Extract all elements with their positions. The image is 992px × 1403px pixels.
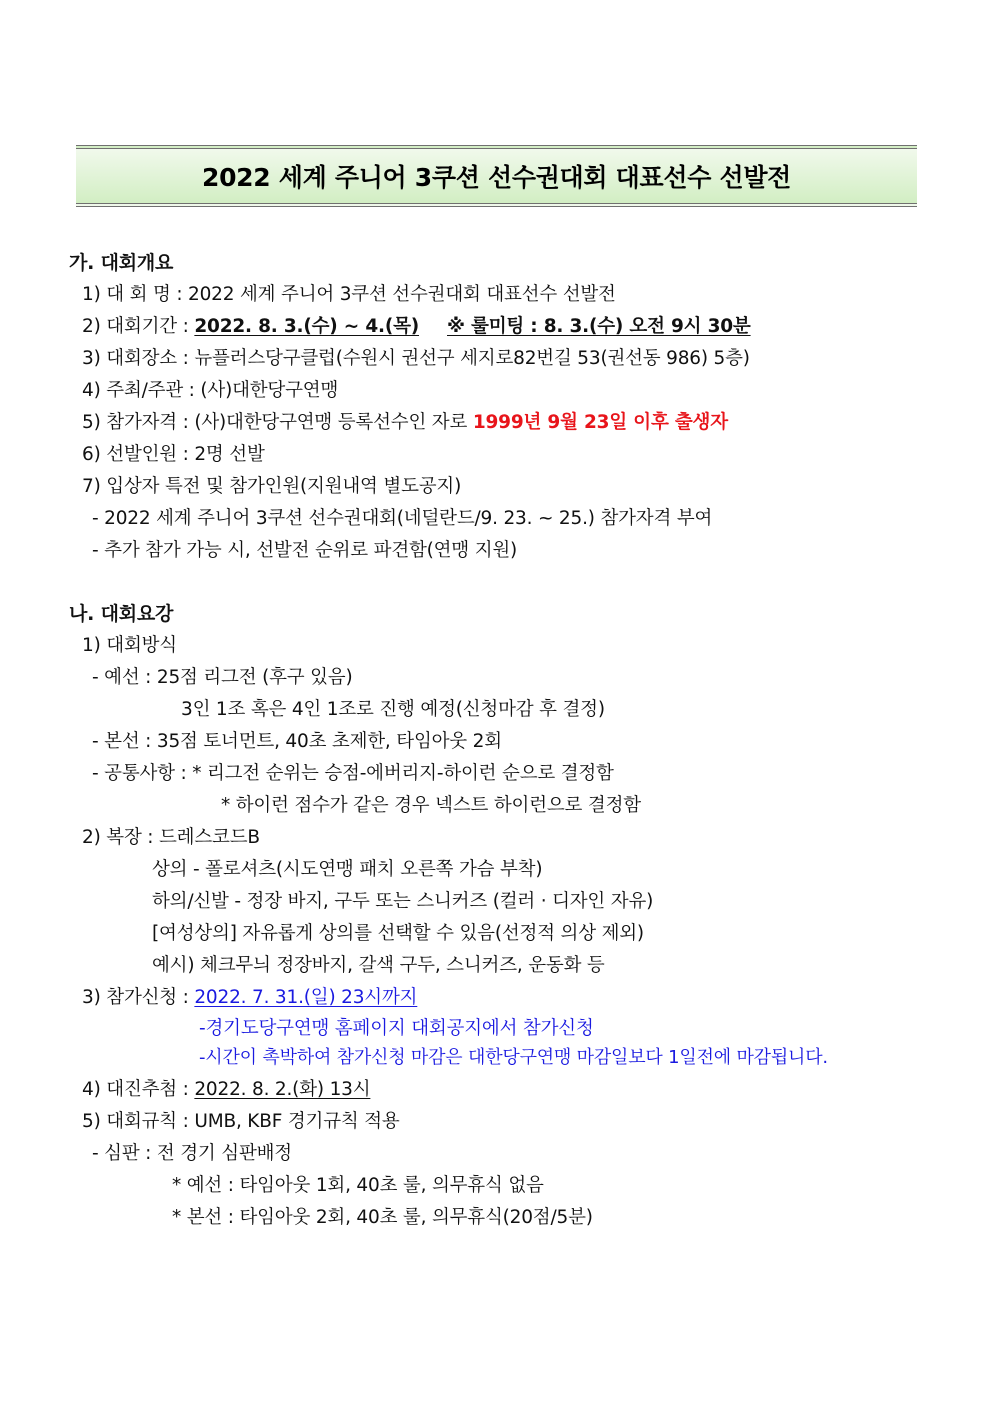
item-draw	[82, 1077, 370, 1103]
item-apply-note-1: -경기도당구연맹 홈페이지 대회공지에서 참가신청	[199, 1018, 594, 1039]
item-attire-example: 예시) 체크무늬 정장바지, 갈색 구두, 스니커즈, 운동화 등	[152, 955, 605, 976]
eligibility-label: 5) 참가자격 : (사)대한당구연맹 등록선수인 자로	[82, 412, 473, 433]
period-label: 2) 대회기간 :	[82, 316, 195, 337]
item-apply-note-2: -시간이 촉박하여 참가신청 마감은 대한당구연맹 마감일보다 1일전에 마감됩니다.	[199, 1047, 828, 1068]
item-main: - 본선 : 35점 토너먼트, 40초 초제한, 타임아웃 2회	[92, 731, 502, 752]
item-apply	[82, 985, 417, 1011]
item-referee-prelim: * 예선 : 타임아웃 1회, 40초 룰, 의무휴식 없음	[172, 1175, 544, 1196]
item-common: - 공통사항 : * 리그전 순위는 승점-에버리지-하이런 순으로 결정함	[92, 763, 614, 784]
apply-label: 3) 참가신청 :	[82, 987, 195, 1008]
item-venue: 3) 대회장소 : 뉴플러스당구클럽(수원시 권선구 세지로82번길 53(권선동 986) 5층)	[82, 348, 750, 369]
item-event-name: 1) 대 회 명 : 2022 세계 주니어 3쿠션 선수권대회 대표선수 선발전	[82, 284, 616, 305]
section-b-heading: 나. 대회요강	[69, 603, 174, 625]
document-title: 2022 세계 주니어 3쿠션 선수권대회 대표선수 선발전	[201, 163, 792, 192]
rule-meeting: ※ 룰미팅 : 8. 3.(수) 오전 9시 30분	[447, 316, 751, 337]
item-benefit-1: - 2022 세계 주니어 3쿠션 선수권대회(네덜란드/9. 23. ~ 25.) 참가자격 부여	[92, 508, 713, 529]
eligibility-highlight: 1999년 9월 23일 이후 출생자	[472, 412, 728, 433]
item-prelim: - 예선 : 25점 리그전 (후구 있음)	[92, 667, 353, 688]
item-referee: - 심판 : 전 경기 심판배정	[92, 1143, 292, 1164]
draw-value: 2022. 8. 2.(화) 13시	[194, 1079, 371, 1100]
item-prelim-detail: 3인 1조 혹은 4인 1조로 진행 예정(신청마감 후 결정)	[181, 699, 605, 720]
item-event-period	[82, 314, 751, 340]
apply-value: 2022. 7. 31.(일) 23시까지	[194, 987, 418, 1008]
section-a-heading: 가. 대회개요	[69, 252, 174, 274]
item-eligibility	[82, 410, 728, 436]
item-rules: 5) 대회규칙 : UMB, KBF 경기규칙 적용	[82, 1111, 400, 1132]
item-attire-women: [여성상의] 자유롭게 상의를 선택할 수 있음(선정적 의상 제외)	[152, 923, 644, 944]
item-benefit-2: - 추가 참가 가능 시, 선발전 순위로 파견함(연맹 지원)	[92, 540, 518, 561]
draw-label: 4) 대진추첨 :	[82, 1079, 195, 1100]
item-referee-main: * 본선 : 타임아웃 2회, 40초 룰, 의무휴식(20점/5분)	[172, 1207, 593, 1228]
title-banner	[76, 145, 917, 207]
item-attire-bottom: 하의/신발 - 정장 바지, 구두 또는 스니커즈 (컬러 · 디자인 자유)	[152, 891, 654, 912]
item-benefits: 7) 입상자 특전 및 참가인원(지원내역 별도공지)	[82, 476, 462, 497]
item-attire-top: 상의 - 폴로셔츠(시도연맹 패치 오른쪽 가슴 부착)	[152, 859, 543, 880]
item-method: 1) 대회방식	[82, 635, 177, 656]
item-common-2: * 하이런 점수가 같은 경우 넥스트 하이런으로 결정함	[221, 795, 641, 816]
item-selection: 6) 선발인원 : 2명 선발	[82, 444, 265, 465]
item-host: 4) 주최/주관 : (사)대한당구연맹	[82, 380, 339, 401]
item-attire: 2) 복장 : 드레스코드B	[82, 827, 260, 848]
period-value: 2022. 8. 3.(수) ~ 4.(목)	[194, 316, 420, 337]
